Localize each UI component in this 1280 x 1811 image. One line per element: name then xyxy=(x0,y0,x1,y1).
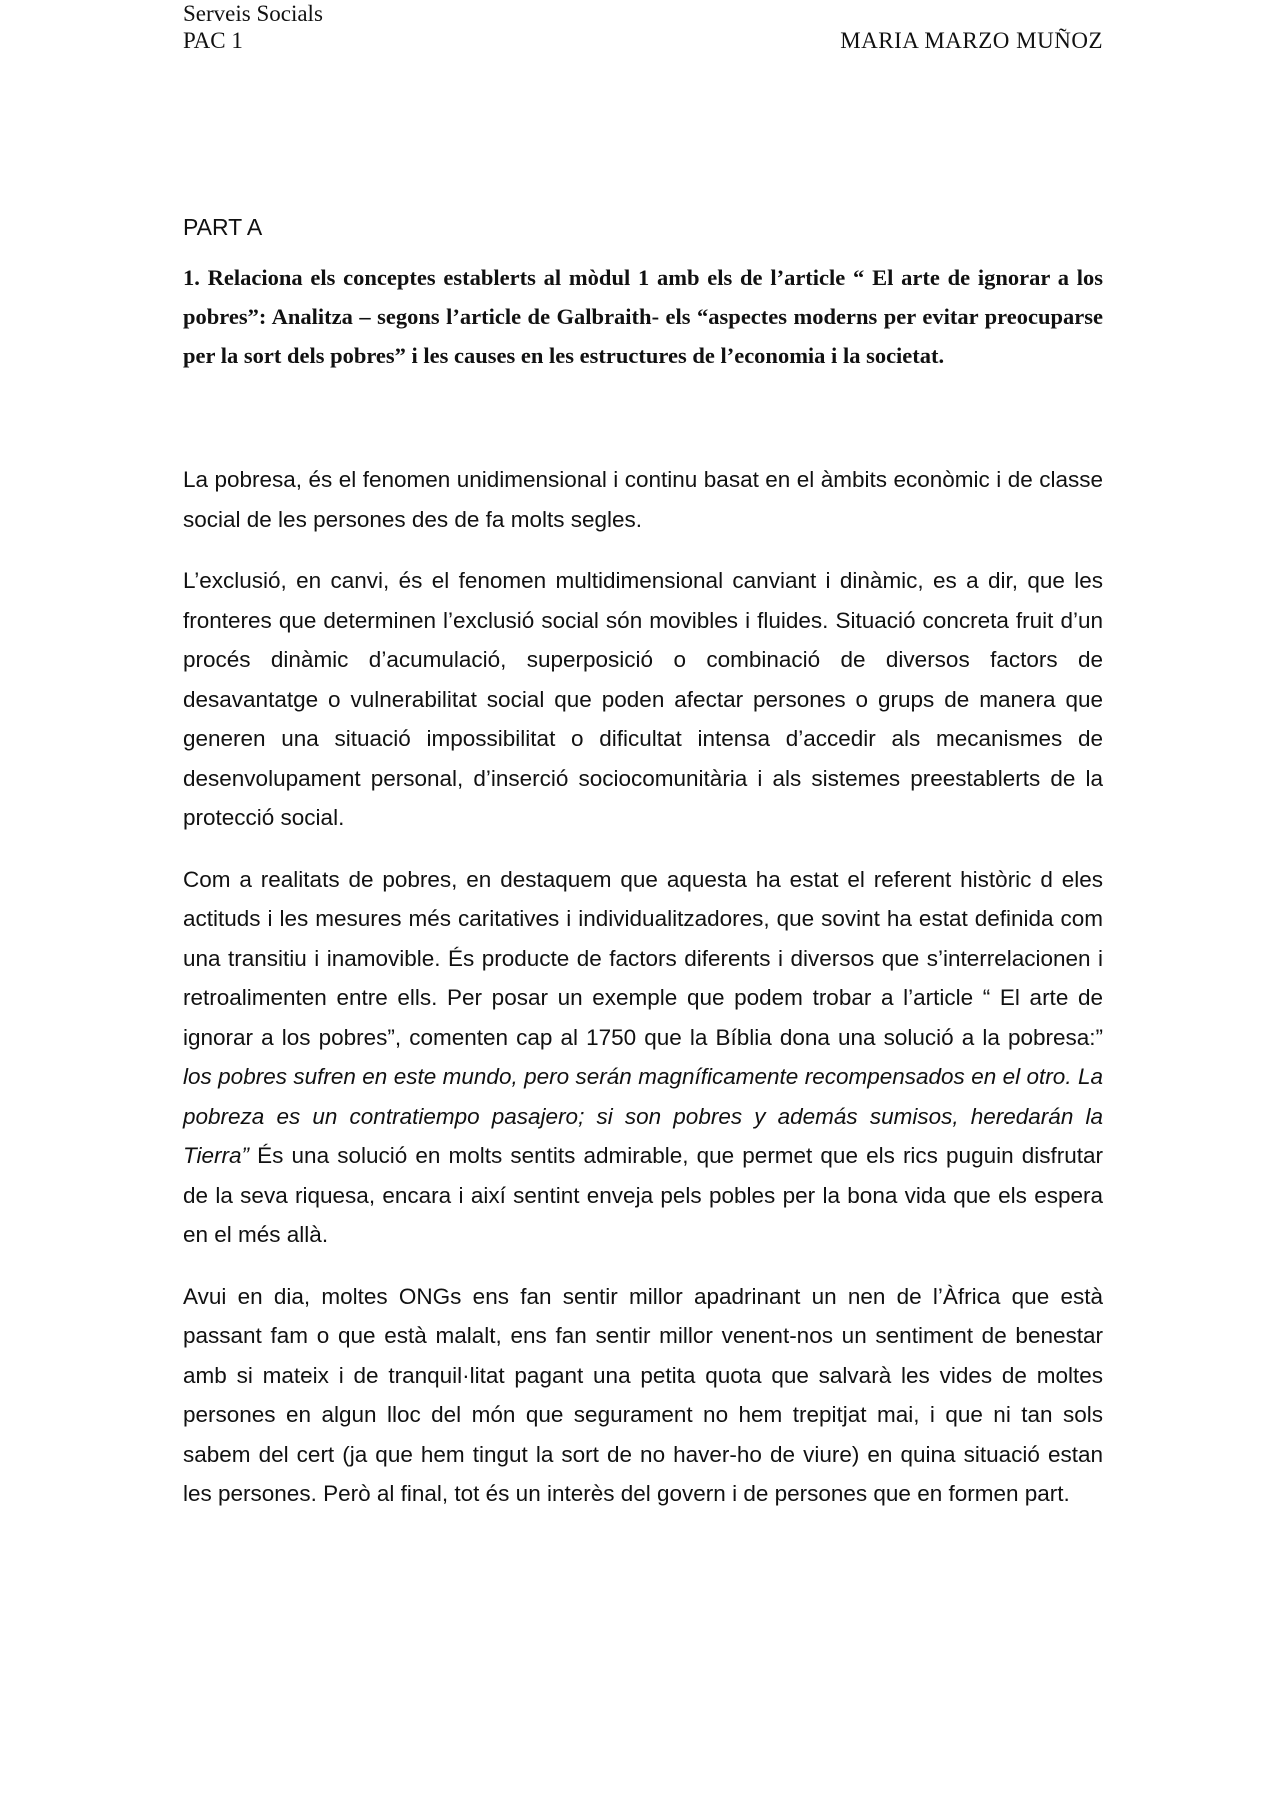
paragraph-realities-conclusion: És una solució en molts sentits admirable, que permet que els rics puguin disfrutar de la seva riquesa, encara i així sentint enveja pels pobles per la bona vida que els espera en el més allà. xyxy=(183,1143,1103,1247)
paragraph-realities xyxy=(183,860,1103,1255)
course-name: Serveis Socials xyxy=(183,1,323,26)
paragraph-poverty: La pobresa, és el fenomen unidimensional i continu basat en el àmbits econòmic i de classe social de les persones des de fa molts segles. xyxy=(183,467,1103,532)
paragraph-realities-intro: Com a realitats de pobres, en destaquem que aquesta ha estat el referent històric d eles actituds i les mesures més caritatives i individualitzadores, que sovint ha estat definida com una transitiu i inamovible. És producte de factors diferents i diversos que s’interrelacionen i retroalimenten entre ells. Per posar un exemple que podem trobar a l’article “ El arte de ignorar a los pobres”, comenten cap al 1750 que la Bíblia dona una solució a la pobresa:” xyxy=(183,866,1103,1050)
paragraph-ngos: Avui en dia, moltes ONGs ens fan sentir millor apadrinant un nen de l’Àfrica que està passant fam o que està malalt, ens fan sentir millor venent-nos un sentiment de benestar amb si mateix i de tranquil·litat pagant una petita quota que salvarà les vides de moltes persones en algun lloc del món que segurament no hem trepitjat mai, i que ni tan sols sabem del cert (ja que hem tingut la sort de no haver-ho de viure) en quina situació estan les persones. Però al final, tot és un interès del govern i de persones que en formen part. xyxy=(183,1283,1103,1506)
part-title: PART A xyxy=(183,214,263,240)
bible-quote: los pobres sufren en este mundo, pero serán magníficamente recompensados en el otro. La pobreza es un contratiempo pasajero; si son pobres y además sumisos, heredarán la Tierra” xyxy=(183,1064,1103,1168)
paragraph-exclusion: L’exclusió, en canvi, és el fenomen multidimensional canviant i dinàmic, es a dir, que les fronteres que determinen l’exclusió social són movibles i fluides. Situació concreta fruit d’un procés dinàmic d’acumulació, superposició o combinació de diversos factors de desavantatge o vulnerabilitat social que poden afectar persones o grups de manera que generen una situació impossibilitat o dificultat intensa d’accedir als mecanismes de desenvolupament personal, d’inserció sociocomunitària i als sistemes preestablerts de la protecció social. xyxy=(183,568,1103,830)
answer-text xyxy=(183,460,1103,1514)
author-name: MARIA MARZO MUÑOZ xyxy=(840,28,1103,53)
question-text: 1. Relaciona els conceptes establerts al mòdul 1 amb els de l’article “ El arte de ignorar a los pobres”: Analitza – segons l’article de Galbraith- els “aspectes moderns per evitar preocuparse per la sort dels pobres” i les causes en les estructures de l’economia i la societat. xyxy=(183,265,1103,368)
assignment-name: PAC 1 xyxy=(183,28,243,53)
header-left xyxy=(183,0,323,54)
document-body xyxy=(183,212,1103,1536)
